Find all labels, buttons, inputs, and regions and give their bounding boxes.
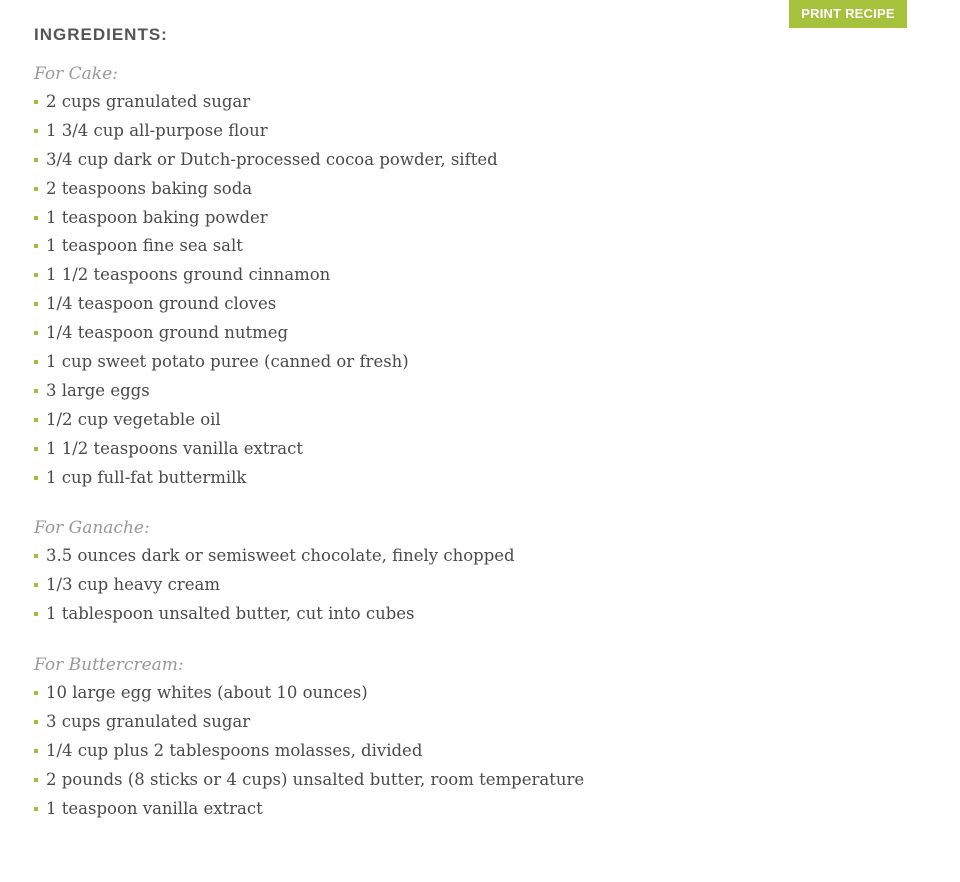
list-item [34,435,914,464]
list-item [34,290,914,319]
bullet-icon [34,244,38,248]
bullet-icon [34,476,38,480]
item-text: 1 1/2 teaspoons vanilla extract [46,438,304,458]
bullet-icon [34,129,38,133]
item-text: 3 cups granulated sugar [46,712,251,732]
item-text: 1 teaspoon fine sea salt [46,236,243,256]
list-item [34,204,914,233]
list-item [34,766,914,795]
item-text: 1 cup sweet potato puree (canned or fresh) [46,352,409,372]
list-item [34,175,914,204]
list-item [34,348,914,377]
item-text: 1/4 cup plus 2 tablespoons molasses, divided [46,740,423,760]
list-item [34,464,914,493]
bullet-icon [34,216,38,220]
bullet-icon [34,583,38,587]
list-item [34,708,914,737]
bullet-icon [34,273,38,277]
item-text: 1 cup full-fat buttermilk [46,467,247,487]
item-text: 1/4 teaspoon ground nutmeg [46,323,289,343]
list-item [34,319,914,348]
buttercream-items [34,679,914,823]
bullet-icon [34,418,38,422]
item-text: 1 1/2 teaspoons ground cinnamon [46,265,331,285]
bullet-icon [34,554,38,558]
item-text: 1 teaspoon baking powder [46,207,268,227]
section-title-ganache: For Ganache: [34,518,150,539]
item-text: 2 teaspoons baking soda [46,178,253,198]
list-item [34,679,914,708]
bullet-icon [34,778,38,782]
item-text: 3 large eggs [46,380,150,400]
section-ganache [34,514,914,629]
item-text: 1/2 cup vegetable oil [46,409,221,429]
item-text: 2 pounds (8 sticks or 4 cups) unsalted butter, room temperature [46,769,585,789]
list-item [34,600,914,629]
ingredients-list [34,60,914,846]
bullet-icon [34,691,38,695]
item-text: 3/4 cup dark or Dutch-processed cocoa powder, sifted [46,149,498,169]
bullet-icon [34,720,38,724]
item-text: 3.5 ounces dark or semisweet chocolate, finely chopped [46,546,515,566]
list-item [34,261,914,290]
item-text: 1 teaspoon vanilla extract [46,798,263,818]
bullet-icon [34,302,38,306]
list-item [34,146,914,175]
item-text: 1/4 teaspoon ground cloves [46,294,277,314]
item-text: 1 tablespoon unsalted butter, cut into cubes [46,604,415,624]
section-cake [34,60,914,492]
bullet-icon [34,100,38,104]
list-item [34,542,914,571]
list-item [34,88,914,117]
list-item [34,737,914,766]
bullet-icon [34,447,38,451]
bullet-icon [34,389,38,393]
bullet-icon [34,331,38,335]
list-item [34,117,914,146]
list-item [34,406,914,435]
bullet-icon [34,187,38,191]
cake-items [34,88,914,492]
ganache-items [34,542,914,629]
list-item [34,232,914,261]
print-recipe-button[interactable]: PRINT RECIPE [789,0,907,28]
item-text: 2 cups granulated sugar [46,92,251,111]
list-item [34,571,914,600]
bullet-icon [34,158,38,162]
list-item [34,795,914,824]
bullet-icon [34,360,38,364]
bullet-icon [34,807,38,811]
section-title-buttercream: For Buttercream: [34,655,184,676]
section-buttercream [34,651,914,823]
bullet-icon [34,749,38,753]
item-text: 1 3/4 cup all-purpose flour [46,120,268,140]
item-text: 1/3 cup heavy cream [46,575,220,595]
item-text: 10 large egg whites (about 10 ounces) [46,683,368,703]
list-item [34,377,914,406]
bullet-icon [34,612,38,616]
ingredients-heading: INGREDIENTS: [34,25,168,44]
section-title-cake: For Cake: [34,64,118,84]
